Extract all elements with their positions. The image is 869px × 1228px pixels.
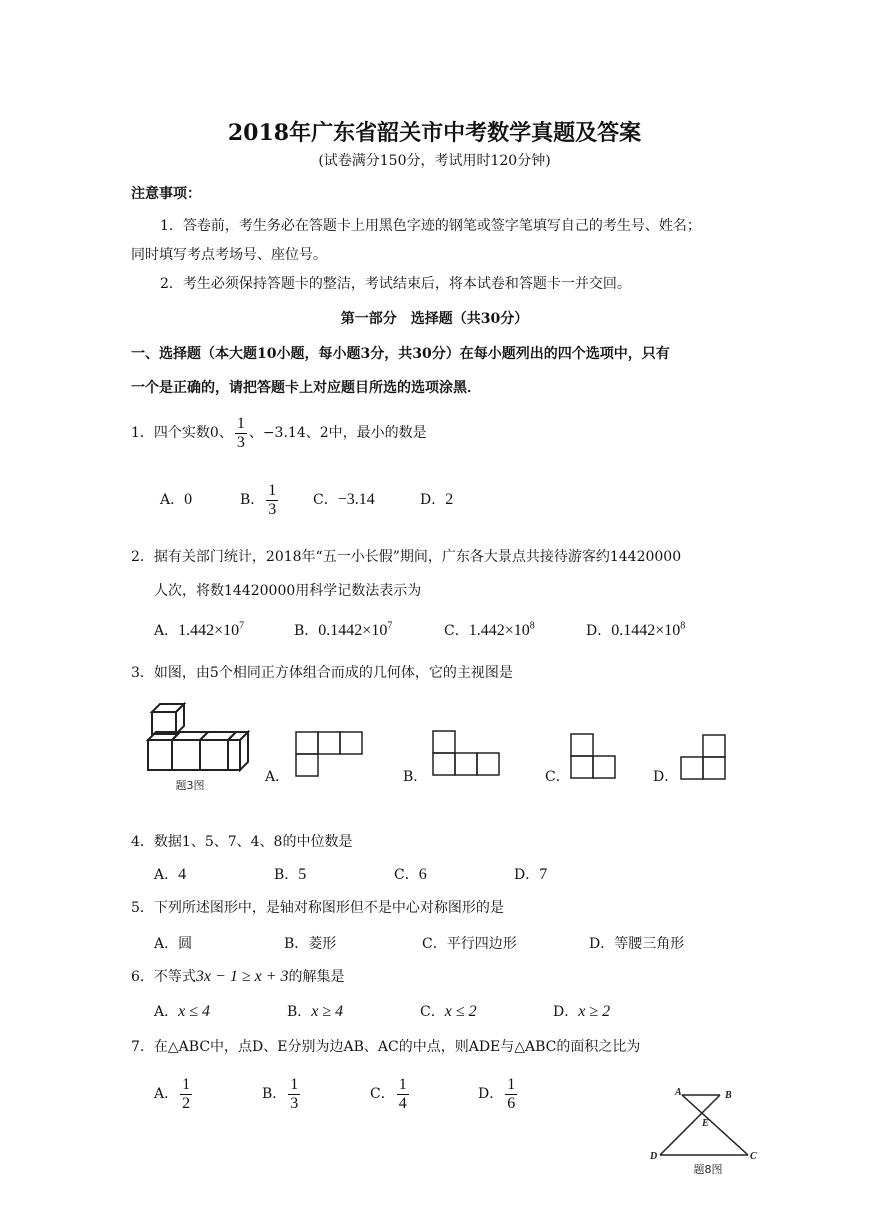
question-6: 6．不等式3x − 1 ≥ x + 3的解集是 bbox=[131, 968, 345, 985]
q6-inequality: 3x − 1 ≥ x + 3 bbox=[195, 968, 289, 985]
question-2-line-2: 人次，将数14420000用科学记数法表示为 bbox=[154, 583, 422, 599]
q5-option-b: B．菱形 bbox=[284, 936, 337, 952]
fig8-segment-ac bbox=[682, 1095, 748, 1155]
q1-prefix: 1．四个实数0、 bbox=[131, 425, 233, 442]
q4-option-d: 7 bbox=[539, 866, 548, 883]
q6-option-a: x ≤ 4 bbox=[178, 1003, 211, 1020]
section-instructions-line-2: 一个是正确的，请把答题卡上对应题目所选的选项涂黑． bbox=[131, 380, 481, 396]
q1-option-d: 2 bbox=[445, 491, 454, 509]
q3-cube-row-1 bbox=[172, 740, 200, 770]
q6-option-c: x ≤ 2 bbox=[444, 1003, 477, 1020]
q3-option-c-figure bbox=[570, 733, 618, 779]
q1-suffix: 、−3.14、2中，最小的数是 bbox=[248, 425, 427, 442]
question-7: 7．在△ABC中，点D、E分别为边AB、AC的中点，则ADE与△ABC的面积之比为 bbox=[131, 1039, 641, 1055]
fig8-label-d: D bbox=[650, 1151, 658, 1162]
question-1 bbox=[131, 415, 427, 451]
fig8-label-c: C bbox=[750, 1151, 757, 1162]
question-4: 4．数据1、5、7、4、8的中位数是 bbox=[131, 834, 353, 850]
q2-option-d: $0.1442\times 10^8$ bbox=[611, 620, 686, 639]
notice-heading: 注意事项： bbox=[131, 186, 201, 202]
q2-option-b: $0.1442\times 10^7$ bbox=[318, 620, 393, 639]
q5-options bbox=[154, 933, 684, 953]
q3-option-c-label: C． bbox=[545, 769, 570, 785]
q7-option-d: $\frac{1}{6}$ bbox=[507, 1076, 516, 1112]
q3-option-a-figure bbox=[295, 731, 365, 777]
part-heading: 第一部分 选择题（共30分） bbox=[340, 311, 529, 327]
page-title: 2018年广东省韶关市中考数学真题及答案 bbox=[227, 120, 642, 146]
q3-option-b-figure bbox=[432, 730, 502, 776]
q3-option-b-label: B． bbox=[403, 769, 428, 785]
fig8-diagram bbox=[648, 1085, 760, 1177]
q3-figure-caption: 题3图 bbox=[175, 779, 205, 792]
q5-option-c: C．平行四边形 bbox=[422, 936, 517, 952]
notice-item-1-line-1: 1．答卷前，考生务必在答题卡上用黑色字迹的钢笔或签字笔填写自己的考生号、姓名； bbox=[160, 218, 701, 234]
q6-options: A．x ≤ 4 B．x ≥ 4 C．x ≤ 2 D．x ≥ 2 bbox=[154, 1003, 611, 1020]
q3-option-d-figure bbox=[680, 734, 728, 780]
q4-option-a: 4 bbox=[178, 866, 187, 883]
q5-option-a: A．圆 bbox=[154, 936, 193, 952]
q2-option-c: $1.442\times 10^8$ bbox=[468, 620, 535, 639]
question-2-line-1: 2．据有关部门统计，2018年“五一小长假”期间，广东各大景点共接待游客约14420000 bbox=[131, 549, 682, 565]
q4-option-b: 5 bbox=[298, 866, 307, 883]
notice-item-1-line-2: 同时填写考点考场号、座位号。 bbox=[131, 247, 327, 263]
q1-options: A．0 B． $\frac{1}{3}$ C．−3.14 D．2 bbox=[160, 482, 454, 518]
fig8-segment-bd bbox=[660, 1095, 720, 1155]
q1-option-b: $\frac{1}{3}$ bbox=[268, 482, 277, 518]
question-5: 5．下列所述图形中，是轴对称图形但不是中心对称图形的是 bbox=[131, 900, 504, 916]
q3-cube-row-2 bbox=[200, 740, 228, 770]
q3-cube-top-side bbox=[176, 704, 184, 734]
notice-item-2: 2．考生必须保持答题卡的整洁，考试结束后，将本试卷和答题卡一并交回。 bbox=[160, 276, 631, 292]
q3-solid-figure bbox=[134, 700, 254, 796]
fig8-label-b: B bbox=[725, 1090, 732, 1101]
q3-cube-row-3 bbox=[228, 740, 240, 770]
q5-option-d: D．等腰三角形 bbox=[589, 936, 685, 952]
q3-option-a-label: A． bbox=[265, 769, 290, 785]
question-3: 3．如图，由5个相同正方体组合而成的几何体，它的主视图是 bbox=[131, 665, 513, 681]
q1-option-a: 0 bbox=[184, 491, 193, 509]
q6-option-b: x ≥ 4 bbox=[311, 1003, 344, 1020]
q7-option-b: $\frac{1}{3}$ bbox=[290, 1076, 299, 1112]
q7-option-c: $\frac{1}{4}$ bbox=[398, 1076, 407, 1112]
fig8-label-e: E bbox=[702, 1118, 709, 1129]
q7-option-a: $\frac{1}{2}$ bbox=[182, 1076, 191, 1112]
section-instructions-line-1: 一、选择题（本大题10小题，每小题3分，共30分）在每小题列出的四个选项中，只有 bbox=[131, 346, 670, 362]
q7-options: A． $\frac{1}{2}$ B． $\frac{1}{3}$ C． $\frac{1}{4}$ D． $\frac{1}{6}$ bbox=[154, 1076, 516, 1112]
page-subtitle: (试卷满分150分，考试用时120分钟) bbox=[318, 153, 551, 169]
q1-fraction: $\frac{1}{3}$ bbox=[236, 415, 245, 451]
fig8-caption: 题8图 bbox=[693, 1163, 723, 1176]
q4-options: A．4 B．5 C．6 D．7 bbox=[154, 866, 548, 883]
q1-option-c: −3.14 bbox=[337, 491, 375, 509]
q3-cube-bottom-left bbox=[148, 740, 172, 770]
q4-option-c: 6 bbox=[418, 866, 427, 883]
fig8-label-a: A bbox=[675, 1087, 682, 1098]
q2-options: A．$1.442\times 10^7$ B．$0.1442\times 10^7$ C．$1.442\times 10^8$ D．$0.1442\times 10^8$ bbox=[154, 620, 686, 639]
q3-option-d-label: D． bbox=[653, 769, 679, 785]
q6-option-d: x ≥ 2 bbox=[578, 1003, 611, 1020]
q3-cube-top-front bbox=[152, 712, 176, 734]
q2-option-a: $1.442\times 10^7$ bbox=[178, 620, 245, 639]
